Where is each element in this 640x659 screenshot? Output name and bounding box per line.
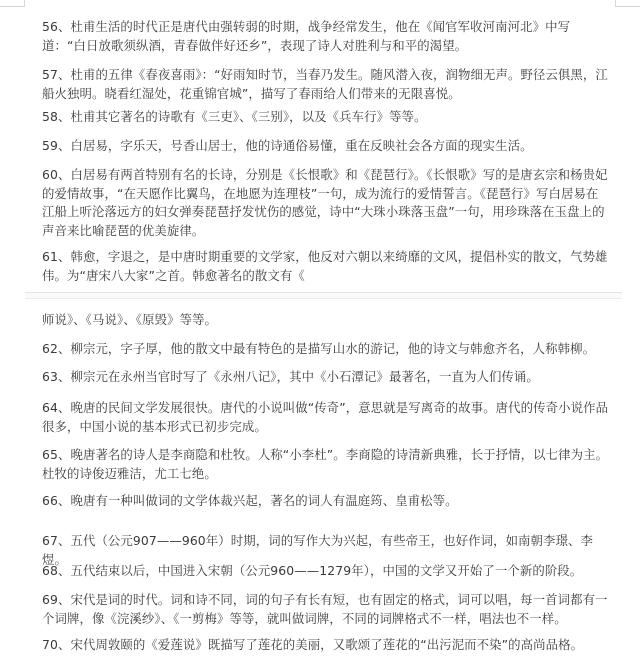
paragraph-60: 60、白居易有两首特别有名的长诗，分别是《长恨歌》和《琵琶行》。《长恨歌》写的是唐玄宗和杨贵妃的爱情故事，“在天愿作比翼鸟，在地愿为连理枝”一句，成为流行的爱情誓言。《琵琶行》写白居易在江船上听沦落远方的妇女弹奏琵琶抒发忧伤的感觉，诗中“大珠小珠落玉盘”一句，用珍珠落在玉盘上的声音来比喻琵琶的优美旋律。	[42, 167, 608, 238]
paragraph-68: 68、五代结束以后，中国进入宋朝（公元960——1279年），中国的文学又开始了一个新的阶段。	[42, 563, 583, 578]
paragraph-61-continued: 师说》、《马说》、《原毁》等等。	[42, 312, 218, 327]
paragraph-62: 62、柳宗元，字子厚，他的散文中最有特色的是描写山水的游记，他的诗文与韩愈齐名，人称韩柳。	[42, 341, 596, 356]
page-break-divider	[25, 292, 622, 299]
paragraph-69: 69、宋代是词的时代。词和诗不同，词的句子有长有短，也有固定的格式，词可以唱，每一首词都有一个词牌，像《浣溪纱》、《一剪梅》等等，就叫做词牌，不同的词牌格式不一样，唱法也不一样。	[42, 592, 608, 626]
paragraph-63: 63、柳宗元在永州当官时写了《永州八记》，其中《小石潭记》最著名，一直为人们传诵。	[42, 369, 539, 384]
paragraph-70: 70、宋代周敦颐的《爱莲说》既描写了莲花的美丽，又歌颂了莲花的“出污泥而不染”的高尚品格。	[42, 637, 584, 652]
paragraph-57: 57、杜甫的五律《春夜喜雨》：“好雨知时节，当春乃发生。随风潜入夜，润物细无声。野径云俱黑，江船火独明。晓看红湿处，花重锦官城”，描写了春雨给人们带来的无限喜悦。	[42, 67, 608, 101]
paragraph-59: 59、白居易，字乐天，号香山居士，他的诗通俗易懂，重在反映社会各方面的现实生活。	[42, 138, 533, 153]
paragraph-66: 66、晚唐有一种叫做词的文学体裁兴起，著名的词人有温庭筠、皇甫松等。	[42, 493, 458, 508]
paragraph-58: 58、杜甫其它著名的诗歌有《三吏》、《三别》，以及《兵车行》等等。	[42, 109, 427, 124]
paragraph-67: 67、五代（公元907——960年）时期，词的写作大为兴起，有些帝王，也好作词，如南朝李璟、李煜。	[42, 533, 593, 567]
paragraph-65: 65、晚唐著名的诗人是李商隐和杜牧。人称“小李杜”。李商隐的诗清新典雅，长于抒情，以七律为主。杜牧的诗俊迈雅洁，尤工七绝。	[42, 447, 609, 481]
page-corner-mark-right	[615, 0, 640, 7]
paragraph-61: 61、韩愈，字退之，是中唐时期重要的文学家，他反对六朝以来绮靡的文风，提倡朴实的散文，气势雄伟。为“唐宋八大家”之首。韩愈著名的散文有《	[42, 249, 608, 283]
page-corner-mark-left	[0, 0, 25, 7]
paragraph-64: 64、晚唐的民间文学发展很快。唐代的小说叫做“传奇”，意思就是写离奇的故事。唐代的传奇小说作品很多，中国小说的基本形式已初步完成。	[42, 400, 609, 434]
paragraph-56: 56、杜甫生活的时代正是唐代由强转弱的时期，战争经常发生，他在《闻官军收河南河北》中写道：“白日放歌须纵酒，青春做伴好还乡”，表现了诗人对胜利与和平的渴望。	[42, 19, 571, 53]
